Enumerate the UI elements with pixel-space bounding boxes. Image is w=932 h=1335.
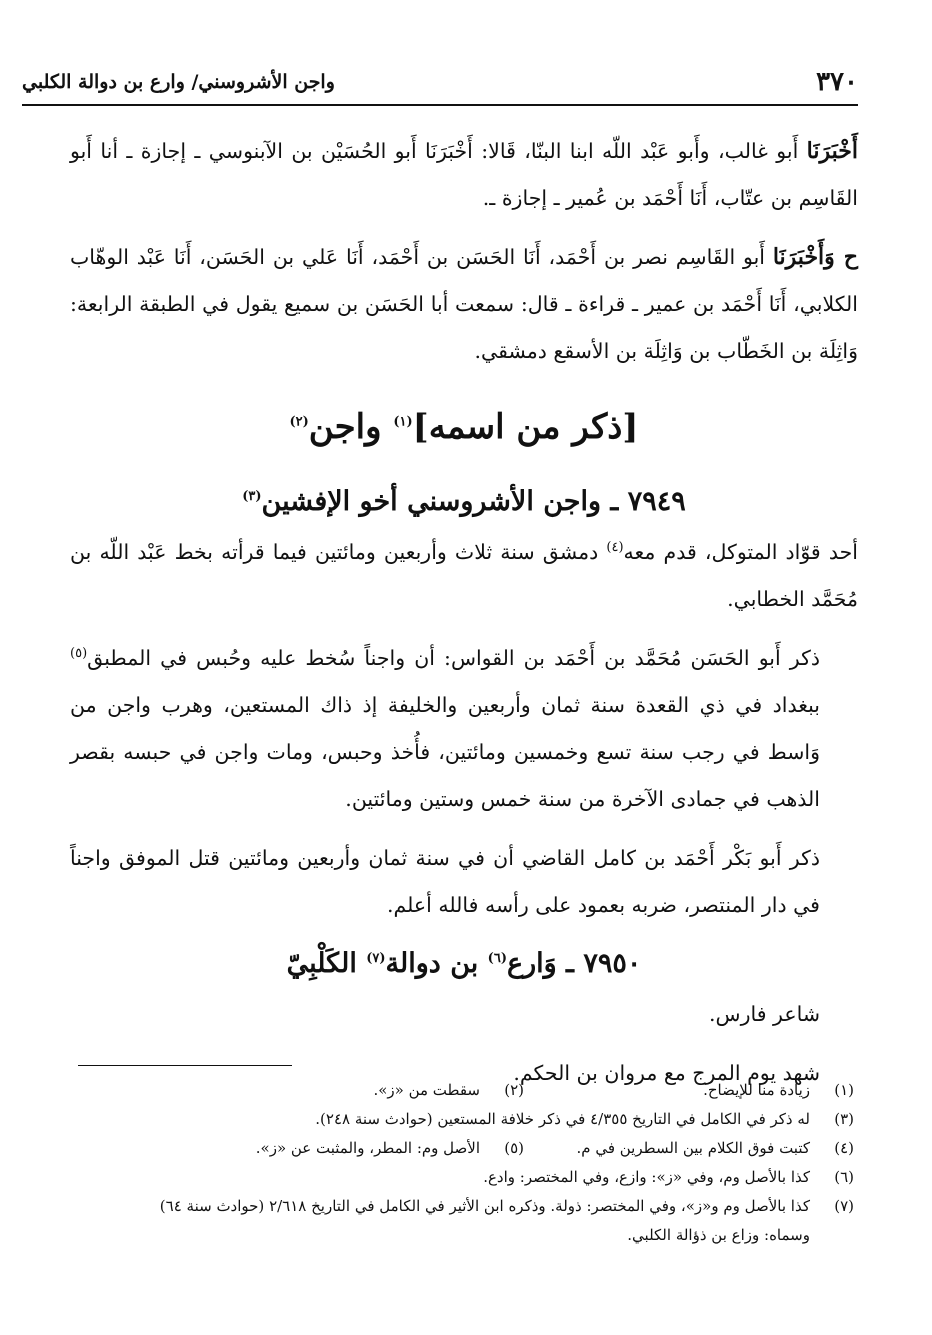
footnote: (١) زيادة منا للإيضاح. — [703, 1081, 854, 1099]
footnote-ref: (٣) — [242, 489, 262, 504]
footnote: (٥) الأصل وم: المطر، والمثبت عن «ز». — [255, 1139, 524, 1157]
footnote-continuation: وسماه: وزاع بن ذؤالة الكلبي. — [627, 1226, 810, 1244]
entry-paragraph: ذكر أَبو الحَسَن مُحَمَّد بن أَحْمَد بن القواس: أن واجناً سُخط عليه وحُبس في المطبق$^{(٥)}$ ببغداد في ذي القعدة سنة ثمان وأربعين والخليفة إذ ذاك المستعين، وهرب واجن من وَاسط في رجب سنة تسع وخمسين ومائتين، فأُخذ وحبس، ومات واجن في حبسه بقصر الذهب في جمادى الآخرة من سنة خمس وستين ومائتين. — [70, 646, 820, 811]
page-header — [22, 62, 858, 102]
footnote-row — [70, 1163, 854, 1192]
footnote-ref: (٧) — [366, 951, 386, 966]
entry-title-7950: ٧٩٥٠ ـ وَارع$^{(٦)}$ بن دوالة$^{(٧)}$ الكَلْبِيّ — [286, 948, 642, 979]
entry-paragraph: شاعر فارس. — [709, 1002, 820, 1026]
footnote-rule — [78, 1065, 292, 1066]
entry-title-7949: ٧٩٤٩ ـ واجن الأشروسني أخو الإفشين$^{(٣)}$ — [242, 486, 686, 517]
section-title: [ذكر من اسمه]$^{(١)}$ واجن$^{(٢)}$ — [289, 407, 639, 447]
page-number: ٣٧٠ — [816, 67, 858, 97]
main-text — [70, 128, 858, 1109]
isnad-paragraph-1: أَخْبَرَنَا أَبو غالب، وأَبو عَبْد اللّه ابنا البنّا، قَالا: أَخْبَرَنَا أَبو الحُسَيْن بن الآبنوسي ـ إجازة ـ أنا أَبو القَاسِم بن عتّاب، أَنَا أَحْمَد بن عُمير ـ إجازة ـ. — [70, 138, 858, 210]
header-rule — [22, 104, 858, 106]
entry-paragraph: ذكر أَبو بَكْر أَحْمَد بن كامل القاضي أن في سنة ثمان وأربعين ومائتين قتل الموفق واجناً في دار المنتصر، ضربه بعمود على رأسه فالله أعلم. — [70, 846, 820, 917]
footnote: (٣) له ذكر في الكامل في التاريخ ٤/٣٥٥ في ذكر خلافة المستعين (حوادث سنة ٢٤٨). — [315, 1110, 854, 1128]
footnotes — [70, 1076, 854, 1250]
footnote-ref: (٥) — [70, 646, 88, 662]
footnote-row — [70, 1076, 854, 1105]
footnote-row — [70, 1105, 854, 1134]
running-title: واجن الأشروسني/ وارع بن دوالة الكلبي — [22, 71, 335, 93]
footnote: (٧) كذا بالأصل وم و«ز»، وفي المختصر: ذولة. وذكره ابن الأثير في الكامل في التاريخ ٢/٦١٨ (حوادث سنة ٦٤) — [159, 1197, 854, 1215]
footnote-row — [70, 1134, 854, 1163]
isnad-keyword: ح وَأَخْبَرَنَا — [772, 244, 858, 270]
footnote: (٢) سقطت من «ز». — [373, 1081, 524, 1099]
entry-paragraph: شهد يوم المرج مع مروان بن الحكم. — [513, 1061, 820, 1085]
footnote: (٦) كذا بالأصل وم، وفي «ز»: وازع، وفي المختصر: وادع. — [483, 1168, 854, 1186]
isnad-paragraph-2: ح وَأَخْبَرَنَا أَبو القَاسِم نصر بن أَحْمَد، أَنَا الحَسَن بن أَحْمَد، أَنَا عَلي بن الحَسَن، أَنَا عَبْد الوهّاب الكلابي، أَنَا أَحْمَد بن عمير ـ قراءة ـ قال: سمعت أبا الحَسَن بن سميع يقول في الطبقة الرابعة: وَاثِلَة بن الخَطّاب بن وَاثِلَة بن الأسقع دمشقي. — [70, 244, 858, 363]
footnote-row — [70, 1192, 854, 1221]
footnote-ref: (٢) — [289, 414, 309, 430]
footnote-ref: (١) — [393, 414, 413, 430]
isnad-keyword: أَخْبَرَنَا — [806, 138, 858, 164]
footnote: (٤) كتبت فوق الكلام بين السطرين في م. — [576, 1139, 854, 1157]
footnote-ref: (٦) — [487, 951, 507, 966]
entry-paragraph: أحد قوّاد المتوكل، قدم معه$^{(٤)}$ دمشق سنة ثلاث وأربعين ومائتين فيما قرأته بخط عَبْد اللّه بن مُحَمَّد الخطابي. — [70, 540, 858, 611]
footnote-ref: (٤) — [606, 540, 624, 556]
